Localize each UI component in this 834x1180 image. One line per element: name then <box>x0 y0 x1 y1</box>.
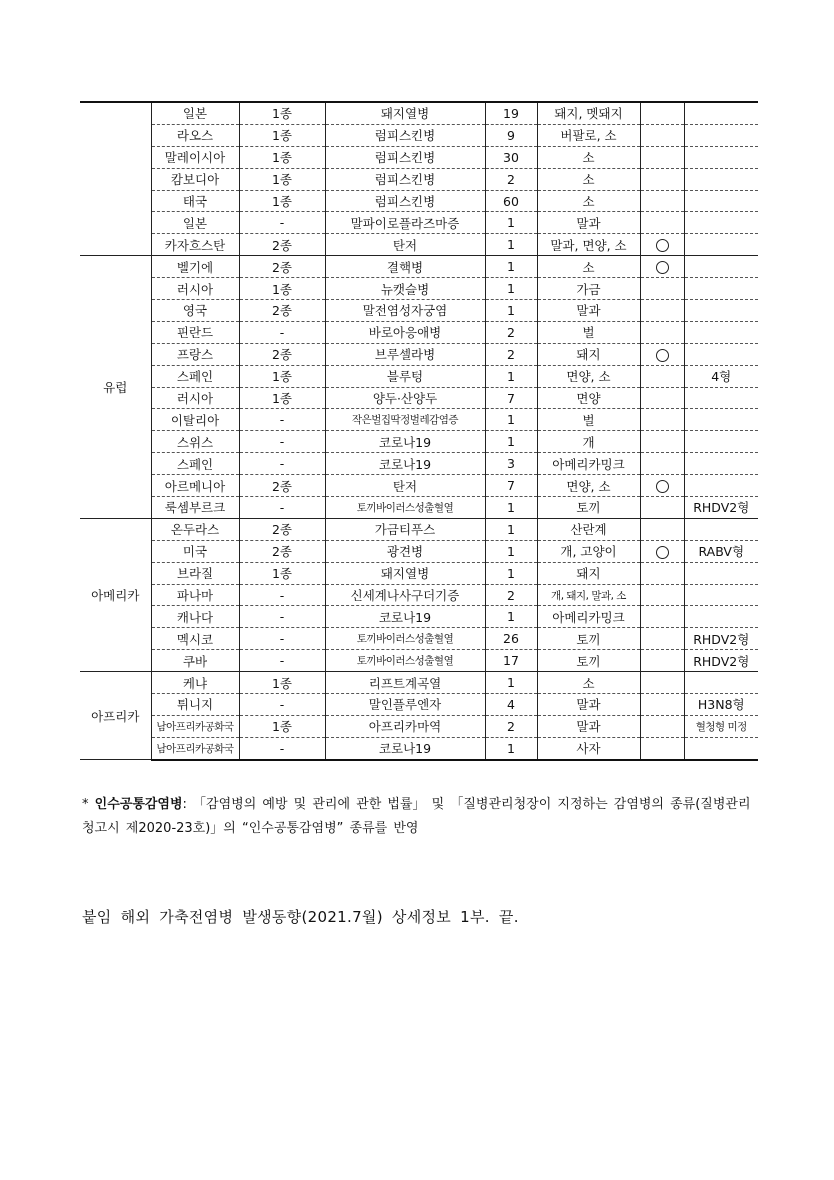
grade-cell: 2종 <box>239 540 325 562</box>
table-row <box>80 212 758 234</box>
zoonosis-cell <box>640 431 684 453</box>
remark-cell <box>684 343 758 365</box>
disease-cell: 리프트계곡열 <box>325 672 485 694</box>
zoonosis-cell <box>640 190 684 212</box>
zoonosis-cell <box>640 453 684 475</box>
remark-cell <box>684 300 758 322</box>
species-cell: 면양, 소 <box>537 475 640 497</box>
country-cell: 이탈리아 <box>151 409 239 431</box>
remark-cell <box>684 584 758 606</box>
remark-cell <box>684 321 758 343</box>
country-cell: 미국 <box>151 540 239 562</box>
species-cell: 개, 고양이 <box>537 540 640 562</box>
zoonosis-cell <box>640 497 684 519</box>
grade-cell: 1종 <box>239 102 325 124</box>
count-cell: 1 <box>485 606 537 628</box>
table-row <box>80 190 758 212</box>
table-row <box>80 146 758 168</box>
remark-cell: RABV형 <box>684 540 758 562</box>
grade-cell: 1종 <box>239 562 325 584</box>
country-cell: 핀란드 <box>151 321 239 343</box>
grade-cell: - <box>239 694 325 716</box>
table-row <box>80 540 758 562</box>
count-cell: 1 <box>485 562 537 584</box>
region-cell-africa: 아프리카 <box>80 672 151 760</box>
disease-cell: 돼지열병 <box>325 102 485 124</box>
country-cell: 남아프리카공화국 <box>151 715 239 737</box>
table-row <box>80 737 758 759</box>
country-cell: 일본 <box>151 212 239 234</box>
remark-cell <box>684 475 758 497</box>
count-cell: 1 <box>485 278 537 300</box>
country-cell: 스페인 <box>151 453 239 475</box>
species-cell: 돼지 <box>537 562 640 584</box>
species-cell: 사자 <box>537 737 640 759</box>
country-cell: 브라질 <box>151 562 239 584</box>
zoonosis-cell <box>640 300 684 322</box>
table-row <box>80 321 758 343</box>
species-cell: 산란계 <box>537 518 640 540</box>
zoonosis-cell <box>640 365 684 387</box>
zoonosis-cell <box>640 256 684 278</box>
zoonosis-cell <box>640 584 684 606</box>
remark-cell <box>684 234 758 256</box>
zoonosis-cell <box>640 694 684 716</box>
disease-cell: 코로나19 <box>325 453 485 475</box>
country-cell: 일본 <box>151 102 239 124</box>
count-cell: 1 <box>485 365 537 387</box>
species-cell: 벌 <box>537 321 640 343</box>
disease-cell: 광견병 <box>325 540 485 562</box>
country-cell: 멕시코 <box>151 628 239 650</box>
disease-cell: 토끼바이러스성출혈열 <box>325 650 485 672</box>
species-cell: 가금 <box>537 278 640 300</box>
table-row <box>80 431 758 453</box>
count-cell: 60 <box>485 190 537 212</box>
count-cell: 1 <box>485 212 537 234</box>
disease-cell: 코로나19 <box>325 431 485 453</box>
count-cell: 3 <box>485 453 537 475</box>
disease-cell: 돼지열병 <box>325 562 485 584</box>
count-cell: 4 <box>485 694 537 716</box>
grade-cell: 1종 <box>239 146 325 168</box>
table-row <box>80 518 758 540</box>
remark-cell <box>684 256 758 278</box>
grade-cell: - <box>239 650 325 672</box>
country-cell: 러시아 <box>151 278 239 300</box>
remark-cell <box>684 387 758 409</box>
disease-cell: 코로나19 <box>325 737 485 759</box>
count-cell: 1 <box>485 431 537 453</box>
table-row <box>80 124 758 146</box>
grade-cell: 1종 <box>239 278 325 300</box>
species-cell: 버팔로, 소 <box>537 124 640 146</box>
region-cell-asia <box>80 102 151 256</box>
zoonosis-cell <box>640 321 684 343</box>
zoonosis-cell <box>640 475 684 497</box>
grade-cell: 1종 <box>239 124 325 146</box>
zoonosis-cell <box>640 518 684 540</box>
table-row <box>80 256 758 278</box>
outbreak-table-body <box>80 102 758 760</box>
country-cell: 러시아 <box>151 387 239 409</box>
country-cell: 태국 <box>151 190 239 212</box>
table-row <box>80 387 758 409</box>
country-cell: 쿠바 <box>151 650 239 672</box>
disease-cell: 양두·산양두 <box>325 387 485 409</box>
species-cell: 말과 <box>537 212 640 234</box>
zoonosis-cell <box>640 628 684 650</box>
remark-cell: RHDV2형 <box>684 497 758 519</box>
species-cell: 토끼 <box>537 497 640 519</box>
zoonosis-cell <box>640 387 684 409</box>
attachment-line: 붙임 해외 가축전염병 발생동향(2021.7월) 상세정보 1부. 끝. <box>82 908 519 926</box>
grade-cell: 1종 <box>239 672 325 694</box>
remark-cell <box>684 190 758 212</box>
zoonosis-cell <box>640 650 684 672</box>
table-row <box>80 584 758 606</box>
count-cell: 1 <box>485 672 537 694</box>
remark-cell <box>684 672 758 694</box>
country-cell: 케냐 <box>151 672 239 694</box>
count-cell: 30 <box>485 146 537 168</box>
disease-cell: 말파이로플라즈마증 <box>325 212 485 234</box>
country-cell: 프랑스 <box>151 343 239 365</box>
species-cell: 아메리카밍크 <box>537 453 640 475</box>
species-cell: 소 <box>537 256 640 278</box>
table-row <box>80 606 758 628</box>
species-cell: 개 <box>537 431 640 453</box>
zoonosis-cell <box>640 278 684 300</box>
disease-cell: 브루셀라병 <box>325 343 485 365</box>
species-cell: 개, 돼지, 말과, 소 <box>537 584 640 606</box>
species-cell: 돼지, 멧돼지 <box>537 102 640 124</box>
species-cell: 아메리카밍크 <box>537 606 640 628</box>
remark-cell <box>684 212 758 234</box>
circle-mark-icon <box>656 349 669 362</box>
zoonosis-cell <box>640 715 684 737</box>
count-cell: 19 <box>485 102 537 124</box>
country-cell: 카자흐스탄 <box>151 234 239 256</box>
species-cell: 말과 <box>537 300 640 322</box>
grade-cell: 2종 <box>239 256 325 278</box>
remark-cell <box>684 146 758 168</box>
disease-cell: 가금티푸스 <box>325 518 485 540</box>
zoonosis-cell <box>640 343 684 365</box>
circle-mark-icon <box>656 546 669 559</box>
table-row <box>80 300 758 322</box>
footnote <box>82 793 762 841</box>
zoonosis-cell <box>640 102 684 124</box>
count-cell: 2 <box>485 321 537 343</box>
disease-cell: 결핵병 <box>325 256 485 278</box>
grade-cell: - <box>239 606 325 628</box>
table-row <box>80 409 758 431</box>
count-cell: 2 <box>485 168 537 190</box>
species-cell: 말과, 면양, 소 <box>537 234 640 256</box>
disease-cell: 작은벌집딱정벌레감염증 <box>325 409 485 431</box>
table-row <box>80 234 758 256</box>
remark-cell: RHDV2형 <box>684 628 758 650</box>
remark-cell: H3N8형 <box>684 694 758 716</box>
disease-cell: 코로나19 <box>325 606 485 628</box>
count-cell: 1 <box>485 737 537 759</box>
country-cell: 벨기에 <box>151 256 239 278</box>
zoonosis-cell <box>640 540 684 562</box>
grade-cell: - <box>239 584 325 606</box>
zoonosis-cell <box>640 409 684 431</box>
remark-cell <box>684 606 758 628</box>
country-cell: 영국 <box>151 300 239 322</box>
remark-cell <box>684 102 758 124</box>
circle-mark-icon <box>656 261 669 274</box>
country-cell: 파나마 <box>151 584 239 606</box>
grade-cell: 2종 <box>239 234 325 256</box>
count-cell: 1 <box>485 300 537 322</box>
table-row <box>80 497 758 519</box>
grade-cell: - <box>239 409 325 431</box>
grade-cell: - <box>239 431 325 453</box>
grade-cell: 2종 <box>239 475 325 497</box>
remark-cell <box>684 518 758 540</box>
count-cell: 7 <box>485 475 537 497</box>
remark-cell <box>684 737 758 759</box>
remark-cell <box>684 124 758 146</box>
species-cell: 면양 <box>537 387 640 409</box>
table-row <box>80 715 758 737</box>
species-cell: 소 <box>537 672 640 694</box>
table-row <box>80 453 758 475</box>
table-row <box>80 102 758 124</box>
disease-cell: 럼피스킨병 <box>325 146 485 168</box>
zoonosis-cell <box>640 737 684 759</box>
table-row <box>80 168 758 190</box>
disease-cell: 탄저 <box>325 234 485 256</box>
count-cell: 1 <box>485 497 537 519</box>
count-cell: 9 <box>485 124 537 146</box>
count-cell: 1 <box>485 518 537 540</box>
count-cell: 1 <box>485 540 537 562</box>
country-cell: 스페인 <box>151 365 239 387</box>
grade-cell: 2종 <box>239 300 325 322</box>
grade-cell: - <box>239 453 325 475</box>
table-row <box>80 650 758 672</box>
disease-cell: 럼피스킨병 <box>325 190 485 212</box>
country-cell: 남아프리카공화국 <box>151 737 239 759</box>
species-cell: 말과 <box>537 694 640 716</box>
grade-cell: - <box>239 497 325 519</box>
disease-cell: 말전염성자궁염 <box>325 300 485 322</box>
count-cell: 7 <box>485 387 537 409</box>
circle-mark-icon <box>656 480 669 493</box>
count-cell: 1 <box>485 256 537 278</box>
country-cell: 룩셈부르크 <box>151 497 239 519</box>
country-cell: 라오스 <box>151 124 239 146</box>
species-cell: 면양, 소 <box>537 365 640 387</box>
remark-cell <box>684 431 758 453</box>
remark-cell: RHDV2형 <box>684 650 758 672</box>
disease-cell: 럼피스킨병 <box>325 124 485 146</box>
footnote-marker: * <box>82 797 89 812</box>
remark-cell <box>684 453 758 475</box>
grade-cell: - <box>239 321 325 343</box>
disease-cell: 아프리카마역 <box>325 715 485 737</box>
count-cell: 1 <box>485 409 537 431</box>
zoonosis-cell <box>640 606 684 628</box>
circle-mark-icon <box>656 239 669 252</box>
disease-cell: 바로아응애병 <box>325 321 485 343</box>
remark-cell <box>684 562 758 584</box>
count-cell: 2 <box>485 584 537 606</box>
species-cell: 말과 <box>537 715 640 737</box>
table-row <box>80 278 758 300</box>
zoonosis-cell <box>640 168 684 190</box>
species-cell: 소 <box>537 146 640 168</box>
zoonosis-cell <box>640 562 684 584</box>
species-cell: 벌 <box>537 409 640 431</box>
species-cell: 소 <box>537 168 640 190</box>
country-cell: 말레이시아 <box>151 146 239 168</box>
grade-cell: - <box>239 212 325 234</box>
zoonosis-cell <box>640 212 684 234</box>
table-row <box>80 628 758 650</box>
remark-cell <box>684 409 758 431</box>
disease-cell: 토끼바이러스성출혈열 <box>325 497 485 519</box>
table-row <box>80 475 758 497</box>
grade-cell: 1종 <box>239 168 325 190</box>
remark-cell <box>684 278 758 300</box>
grade-cell: 1종 <box>239 190 325 212</box>
grade-cell: 1종 <box>239 365 325 387</box>
disease-cell: 신세계나사구더기증 <box>325 584 485 606</box>
remark-cell: 4형 <box>684 365 758 387</box>
species-cell: 소 <box>537 190 640 212</box>
grade-cell: 1종 <box>239 387 325 409</box>
footnote-text: : 「감염병의 예방 및 관리에 관한 법률」 및 「질병관리청장이 지정하는 감염병의 종류(질병관리청고시 제2020-23호)」의 “인수공통감염병” 종류를 반영 <box>82 797 751 836</box>
remark-cell: 혈청형 미정 <box>684 715 758 737</box>
disease-cell: 토끼바이러스성출혈열 <box>325 628 485 650</box>
species-cell: 토끼 <box>537 650 640 672</box>
zoonosis-cell <box>640 124 684 146</box>
country-cell: 아르메니아 <box>151 475 239 497</box>
count-cell: 26 <box>485 628 537 650</box>
species-cell: 토끼 <box>537 628 640 650</box>
country-cell: 캐나다 <box>151 606 239 628</box>
grade-cell: - <box>239 737 325 759</box>
region-cell-europe: 유럽 <box>80 256 151 519</box>
zoonosis-cell <box>640 672 684 694</box>
table-row <box>80 672 758 694</box>
grade-cell: 1종 <box>239 715 325 737</box>
zoonosis-cell <box>640 146 684 168</box>
zoonosis-cell <box>640 234 684 256</box>
count-cell: 17 <box>485 650 537 672</box>
disease-cell: 럼피스킨병 <box>325 168 485 190</box>
country-cell: 튀니지 <box>151 694 239 716</box>
footnote-term: 인수공통감염병 <box>94 797 183 812</box>
table-row <box>80 562 758 584</box>
disease-cell: 뉴캣슬병 <box>325 278 485 300</box>
species-cell: 돼지 <box>537 343 640 365</box>
grade-cell: - <box>239 628 325 650</box>
remark-cell <box>684 168 758 190</box>
grade-cell: 2종 <box>239 518 325 540</box>
country-cell: 캄보디아 <box>151 168 239 190</box>
table-row <box>80 365 758 387</box>
disease-cell: 말인플루엔자 <box>325 694 485 716</box>
country-cell: 온두라스 <box>151 518 239 540</box>
disease-cell: 탄저 <box>325 475 485 497</box>
outbreak-table <box>80 101 758 761</box>
count-cell: 2 <box>485 715 537 737</box>
table-row <box>80 694 758 716</box>
disease-cell: 블루텅 <box>325 365 485 387</box>
region-cell-america: 아메리카 <box>80 518 151 671</box>
table-row <box>80 343 758 365</box>
grade-cell: 2종 <box>239 343 325 365</box>
count-cell: 1 <box>485 234 537 256</box>
country-cell: 스위스 <box>151 431 239 453</box>
count-cell: 2 <box>485 343 537 365</box>
